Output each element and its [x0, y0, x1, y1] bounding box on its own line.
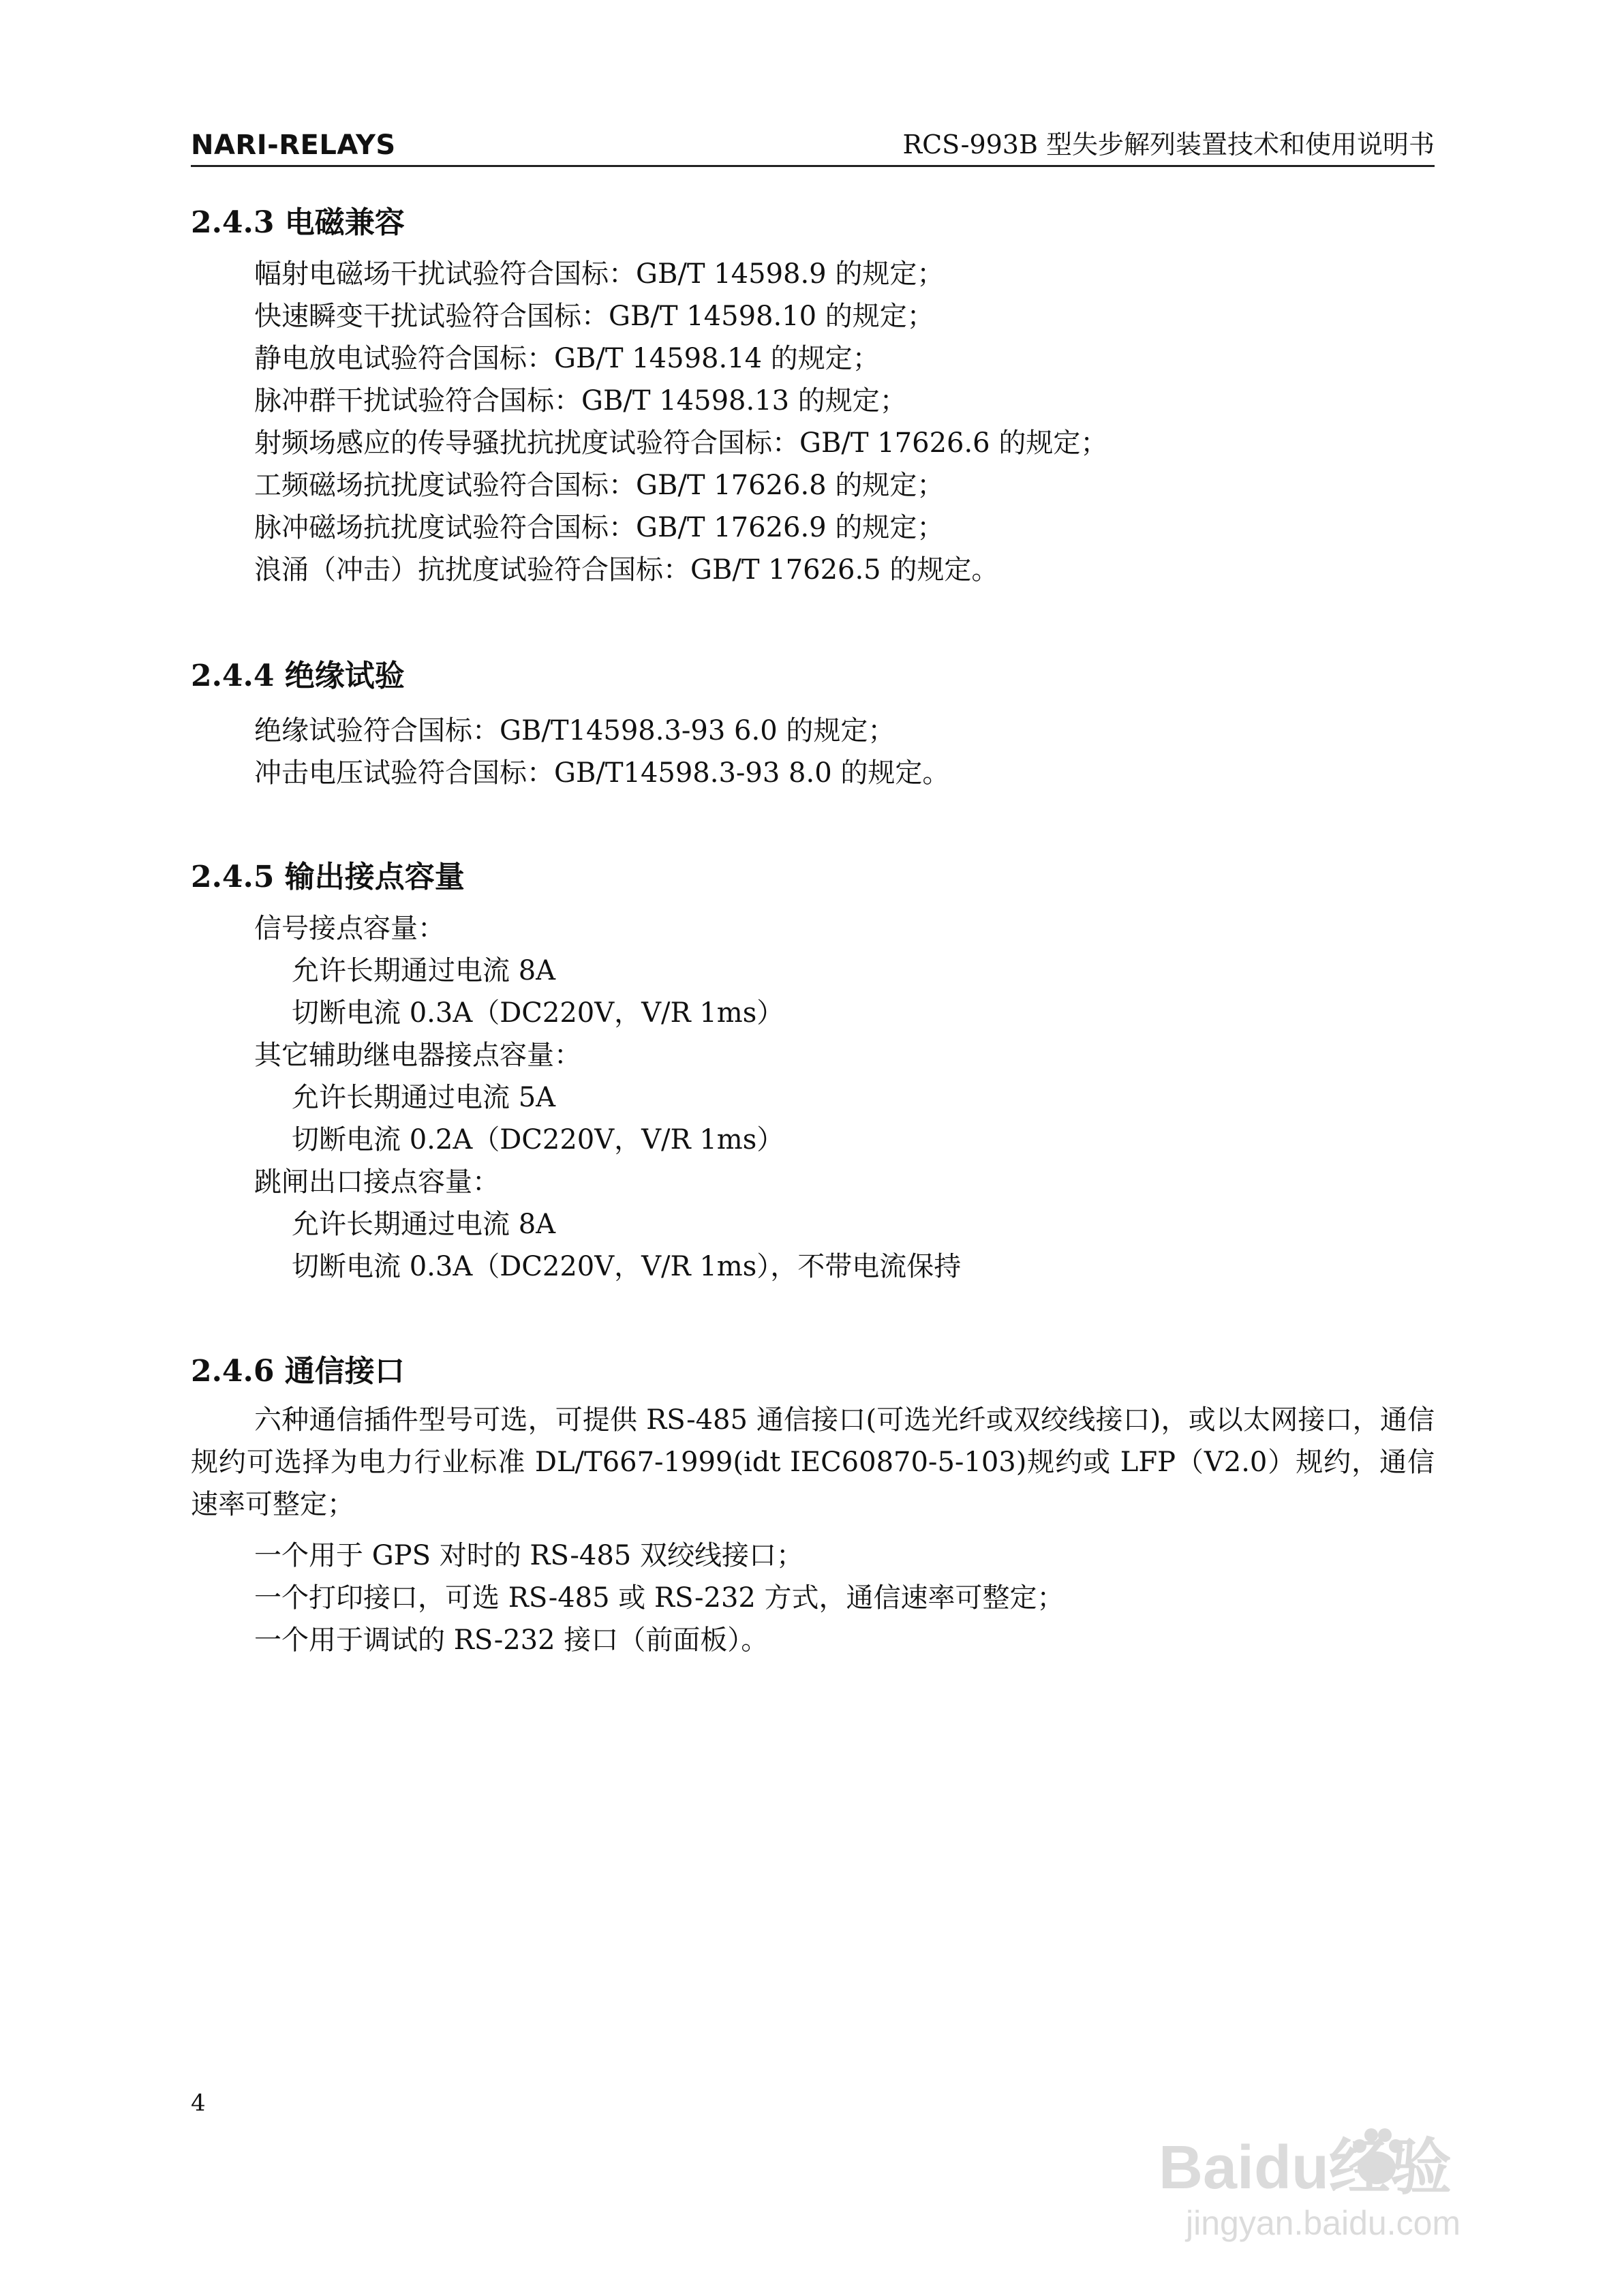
contact-line-1: 信号接点容量：: [254, 913, 445, 944]
comm-line-2: 一个打印接口，可选 RS-485 或 RS-232 方式，通信速率可整定；: [254, 1582, 1065, 1614]
page-number: 4: [191, 2089, 206, 2117]
section-heading-2-4-6: 2.4.6 通信接口: [191, 1354, 405, 1389]
contact-line-7: 跳闸出口接点容量：: [254, 1166, 500, 1198]
contact-line-8: 允许长期通过电流 8A: [292, 1209, 556, 1240]
watermark-logo-text: Baidu经验: [1159, 2134, 1452, 2202]
baidu-jingyan-watermark: [1145, 2113, 1540, 2250]
section-heading-2-4-5: 2.4.5 输出接点容量: [191, 860, 465, 894]
page-header: [191, 116, 1435, 167]
emc-line-2: 快速瞬变干扰试验符合国标：GB/T 14598.10 的规定；: [254, 301, 934, 332]
emc-line-8: 浪涌（冲击）抗扰度试验符合国标：GB/T 17626.5 的规定。: [254, 554, 999, 586]
contact-line-3: 切断电流 0.3A（DC220V，V/R 1ms）: [292, 997, 784, 1029]
section-heading-2-4-3: 2.4.3 电磁兼容: [191, 205, 405, 240]
insulation-line-1: 绝缘试验符合国标：GB/T14598.3-93 6.0 的规定；: [254, 715, 896, 746]
comm-paragraph: 六种通信插件型号可选，可提供 RS-485 通信接口(可选光纤或双绞线接口)，或以太网接口，通信规约可选择为电力行业标准 DL/T667-1999(idt IEC60870-5-103)规约或 LFP（V2.0）规约，通信速率可整定；: [191, 1404, 1435, 1520]
contact-line-4: 其它辅助继电器接点容量：: [254, 1040, 581, 1071]
section-heading-2-4-4: 2.4.4 绝缘试验: [191, 659, 405, 693]
emc-line-1: 幅射电磁场干扰试验符合国标：GB/T 14598.9 的规定；: [254, 258, 945, 290]
comm-line-1: 一个用于 GPS 对时的 RS-485 双绞线接口；: [254, 1540, 804, 1571]
contact-line-6: 切断电流 0.2A（DC220V，V/R 1ms）: [292, 1124, 784, 1155]
emc-line-3: 静电放电试验符合国标：GB/T 14598.14 的规定；: [254, 343, 880, 374]
emc-line-7: 脉冲磁场抗扰度试验符合国标：GB/T 17626.9 的规定；: [254, 512, 945, 543]
contact-line-9: 切断电流 0.3A（DC220V，V/R 1ms），不带电流保持: [292, 1251, 962, 1282]
contact-line-2: 允许长期通过电流 8A: [292, 955, 556, 986]
header-document-title: RCS-993B 型失步解列装置技术和使用说明书: [902, 130, 1435, 160]
insulation-line-2: 冲击电压试验符合国标：GB/T14598.3-93 8.0 的规定。: [254, 757, 950, 789]
watermark-url: jingyan.baidu.com: [1186, 2204, 1461, 2242]
emc-line-4: 脉冲群干扰试验符合国标：GB/T 14598.13 的规定；: [254, 385, 907, 417]
header-brand: NARI-RELAYS: [191, 130, 396, 161]
contact-line-5: 允许长期通过电流 5A: [292, 1082, 556, 1113]
emc-line-6: 工频磁场抗扰度试验符合国标：GB/T 17626.8 的规定；: [254, 470, 945, 501]
comm-line-3: 一个用于调试的 RS-232 接口（前面板）。: [254, 1625, 769, 1656]
emc-line-5: 射频场感应的传导骚扰抗扰度试验符合国标：GB/T 17626.6 的规定；: [254, 427, 1108, 459]
